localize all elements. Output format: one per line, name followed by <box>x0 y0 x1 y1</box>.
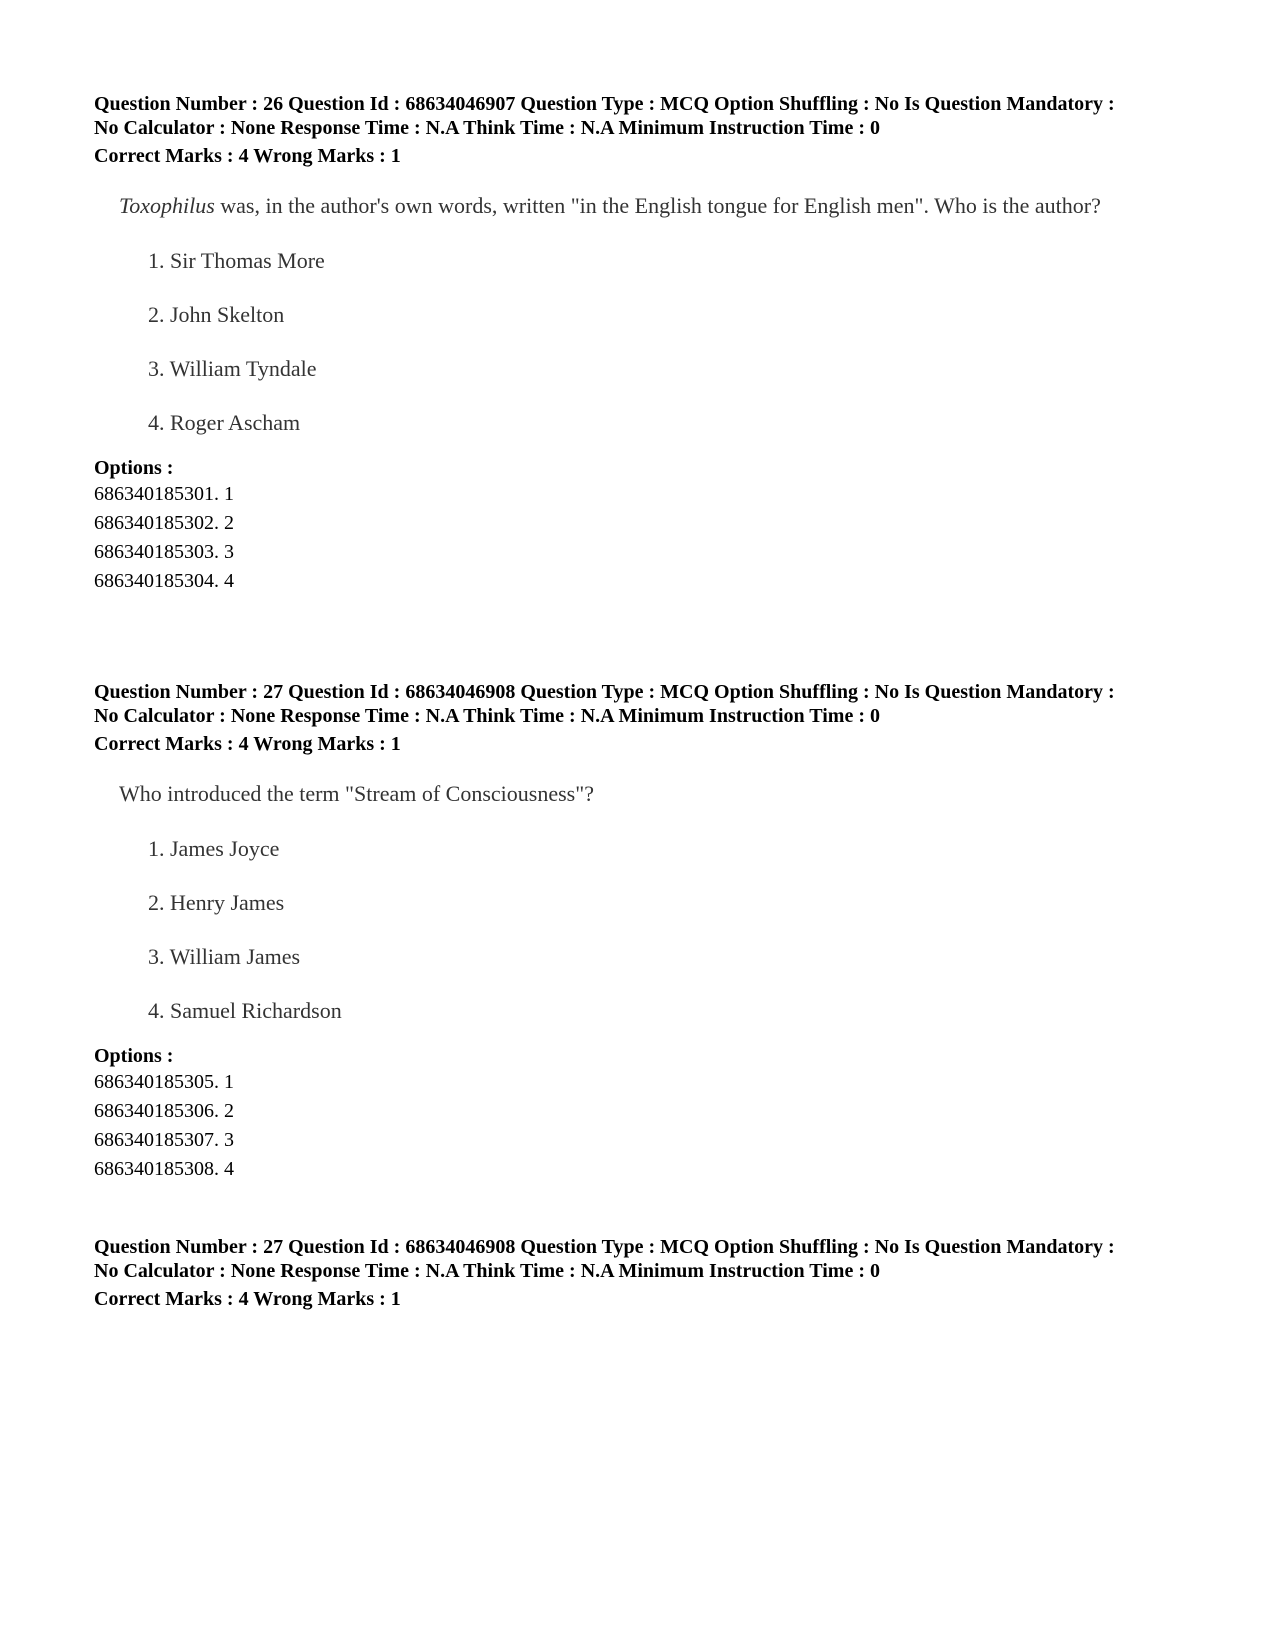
question-meta-line1: Question Number : 27 Question Id : 68634046908 Question Type : MCQ Option Shuffling : No Is Question Mandatory : <box>94 1236 1115 1258</box>
choice-item: 3. William Tyndale <box>148 356 317 381</box>
choice-list <box>148 247 1179 436</box>
question-marks: Correct Marks : 4 Wrong Marks : 1 <box>94 1288 401 1310</box>
question-meta-line1: Question Number : 27 Question Id : 68634046908 Question Type : MCQ Option Shuffling : No Is Question Mandatory : <box>94 681 1115 703</box>
question-image <box>119 780 1179 1024</box>
question-image <box>119 192 1179 436</box>
choice-item: 4. Samuel Richardson <box>148 998 342 1023</box>
choice-item: 3. William James <box>148 944 301 969</box>
option-row: 686340185306. 2 <box>94 1100 234 1122</box>
option-row: 686340185302. 2 <box>94 512 234 534</box>
question-meta <box>94 680 1204 728</box>
choice-list <box>148 835 1179 1024</box>
option-row: 686340185305. 1 <box>94 1071 234 1093</box>
question-text-rest: Who introduced the term "Stream of Consciousness"? <box>119 781 594 806</box>
question-meta-line2: No Calculator : None Response Time : N.A Think Time : N.A Minimum Instruction Time : 0 <box>94 117 880 139</box>
option-row: 686340185307. 3 <box>94 1129 234 1151</box>
choice-item: 2. John Skelton <box>148 302 285 327</box>
option-row: 686340185308. 4 <box>94 1158 234 1180</box>
choice-item: 4. Roger Ascham <box>148 410 301 435</box>
options-label: Options : <box>94 457 174 479</box>
question-marks: Correct Marks : 4 Wrong Marks : 1 <box>94 733 401 755</box>
question-meta-line2: No Calculator : None Response Time : N.A Think Time : N.A Minimum Instruction Time : 0 <box>94 705 880 727</box>
choice-item: 1. Sir Thomas More <box>148 248 325 273</box>
question-meta <box>94 1235 1204 1283</box>
question-text <box>119 192 1179 220</box>
choice-item: 1. James Joyce <box>148 836 280 861</box>
question-meta-line2: No Calculator : None Response Time : N.A Think Time : N.A Minimum Instruction Time : 0 <box>94 1260 880 1282</box>
question-meta <box>94 92 1204 140</box>
question-block-26 <box>94 92 1204 596</box>
option-row: 686340185304. 4 <box>94 570 234 592</box>
options-list <box>94 480 1204 596</box>
options-list <box>94 1068 1204 1184</box>
choice-item: 2. Henry James <box>148 890 285 915</box>
question-text-italic: Toxophilus <box>119 193 215 218</box>
question-text-rest: was, in the author's own words, written "in the English tongue for English men". Who is the author? <box>214 193 1101 218</box>
option-row: 686340185301. 1 <box>94 483 234 505</box>
question-text <box>119 780 1179 808</box>
question-marks: Correct Marks : 4 Wrong Marks : 1 <box>94 145 401 167</box>
question-meta-line1: Question Number : 26 Question Id : 68634046907 Question Type : MCQ Option Shuffling : No Is Question Mandatory : <box>94 93 1115 115</box>
question-block-27 <box>94 680 1204 1184</box>
option-row: 686340185303. 3 <box>94 541 234 563</box>
options-label: Options : <box>94 1045 174 1067</box>
question-block-27-repeat <box>94 1235 1204 1311</box>
